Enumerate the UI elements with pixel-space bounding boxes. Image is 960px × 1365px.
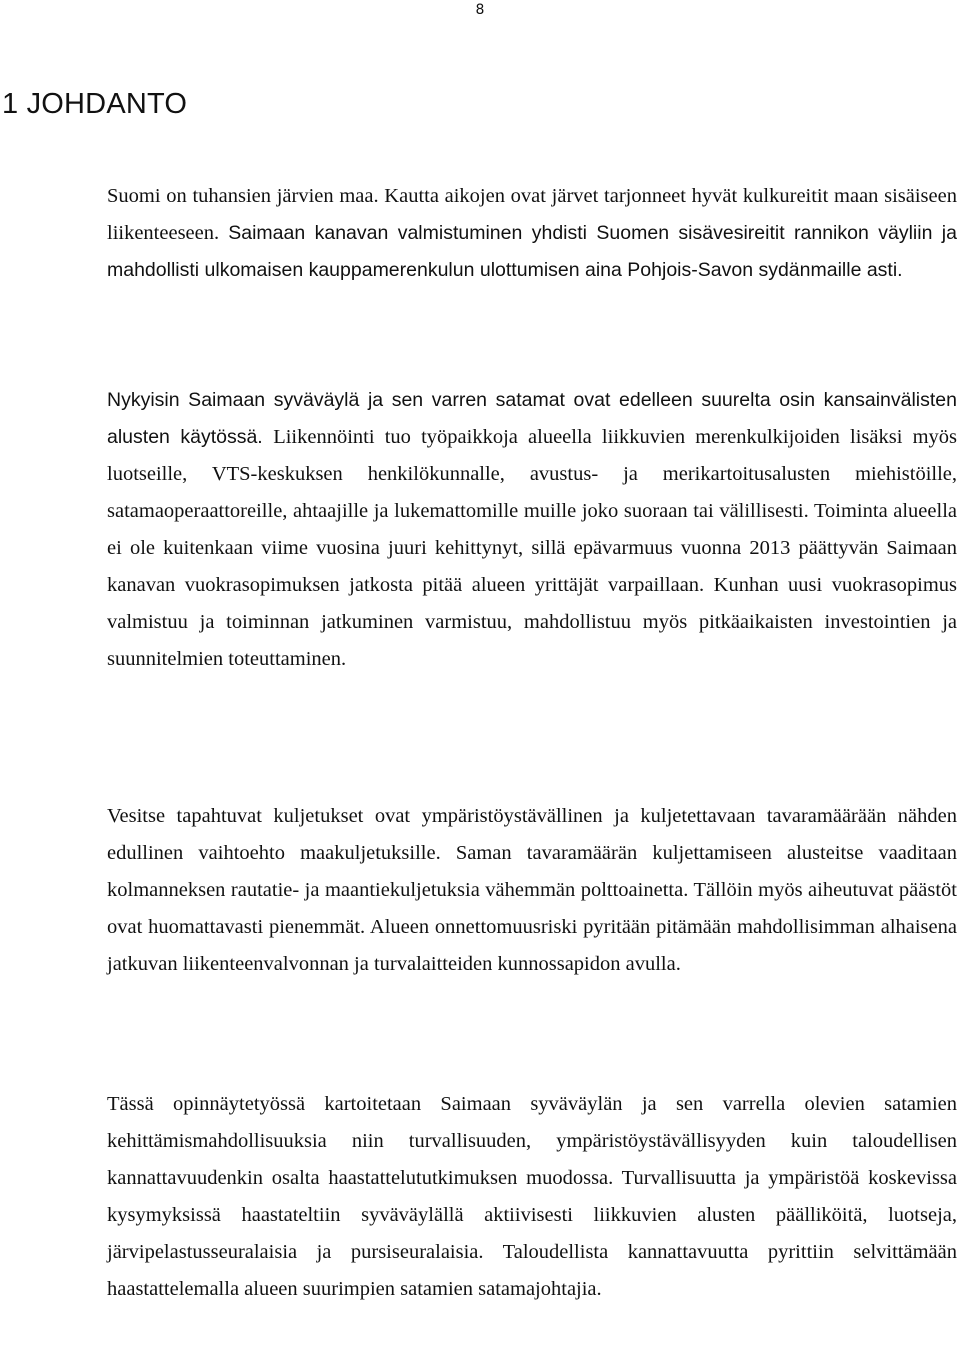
paragraph-4: Tässä opinnäytetyössä kartoitetaan Saimaan syväväylän ja sen varrella olevien satamien kehittämismahdollisuuksia niin turvallisuuden, ympäristöystävällisyyden kuin taloudellisen kannattavuudenkin osalta haastattelututkimuksen muodossa. Turvallisuutta ja ympäristöä koskevissa kysymyksissä haastateltiin syväväylällä aktiivisesti liikkuvien alusten päälliköitä, luotseja, järvipelastusseuralaisia ja pursiseuralaisia. Taloudellista kannattavuutta pyrittiin selvittämään haastattelemalla alueen suurimpien satamien satamajohtajia. <box>107 1093 957 1300</box>
paragraph-1-part-a: Suomi on tuhansien järvien maa. Kautta aikojen ovat järvet tarjonneet hyvät kulkureitit maan sisäiseen liikenteeseen. <box>107 185 957 244</box>
page-number: 8 <box>475 2 485 18</box>
paragraph-3: Vesitse tapahtuvat kuljetukset ovat ympäristöystävällinen ja kuljetettavaan tavaramäärään nähden edullinen vaihtoehto maakuljetuksille. Saman tavaramäärän kuljettamiseen alusteitse vaaditaan kolmanneksen rautatie- ja maantiekuljetuksia vähemmän polttoainetta. Tällöin myös aiheutuvat päästöt ovat huomattavasti pienemmät. Alueen onnettomuusriski pyritään pitämään mahdollisimman alhaisena jatkuvan liikenteenvalvonnan ja turvalaitteiden kunnossapidon avulla. <box>107 805 957 975</box>
paragraph-1 <box>107 178 957 289</box>
chapter-heading: 1 JOHDANTO <box>2 88 188 120</box>
paragraph-2-part-b: Liikennöinti tuo työpaikkoja alueella liikkuvien merenkulkijoiden lisäksi myös luotseille, VTS-keskuksen henkilökunnalle, avustus- ja merikartoitusalusten miehistöille, satamaoperaattoreille, ahtaajille ja lukemattomille muille joko suoraan tai välillisesti. Toiminta alueella ei ole kuitenkaan viime vuosina juuri kehittynyt, sillä epävarmuus vuonna 2013 päättyvän Saimaan kanavan vuokrasopimuksen jatkosta pitää alueen yrittäjät varpaillaan. Kunhan uusi vuokrasopimus valmistuu ja toiminnan jatkuminen varmistuu, mahdollistuu myös pitkäaikaisten investointien ja suunnitelmien toteuttaminen. <box>107 426 957 670</box>
paragraph-2-part-a: Nykyisin Saimaan syväväylä ja sen varren satamat ovat edelleen suurelta osin kansainvälisten alusten käytössä. <box>107 389 957 448</box>
paragraph-2 <box>107 382 957 678</box>
paragraph-1-part-b: Saimaan kanavan valmistuminen yhdisti Suomen sisävesireitit rannikon väyliin ja mahdollisti ulkomaisen kauppamerenkulun ulottumisen aina Pohjois-Savon sydänmaille asti. <box>107 222 957 281</box>
